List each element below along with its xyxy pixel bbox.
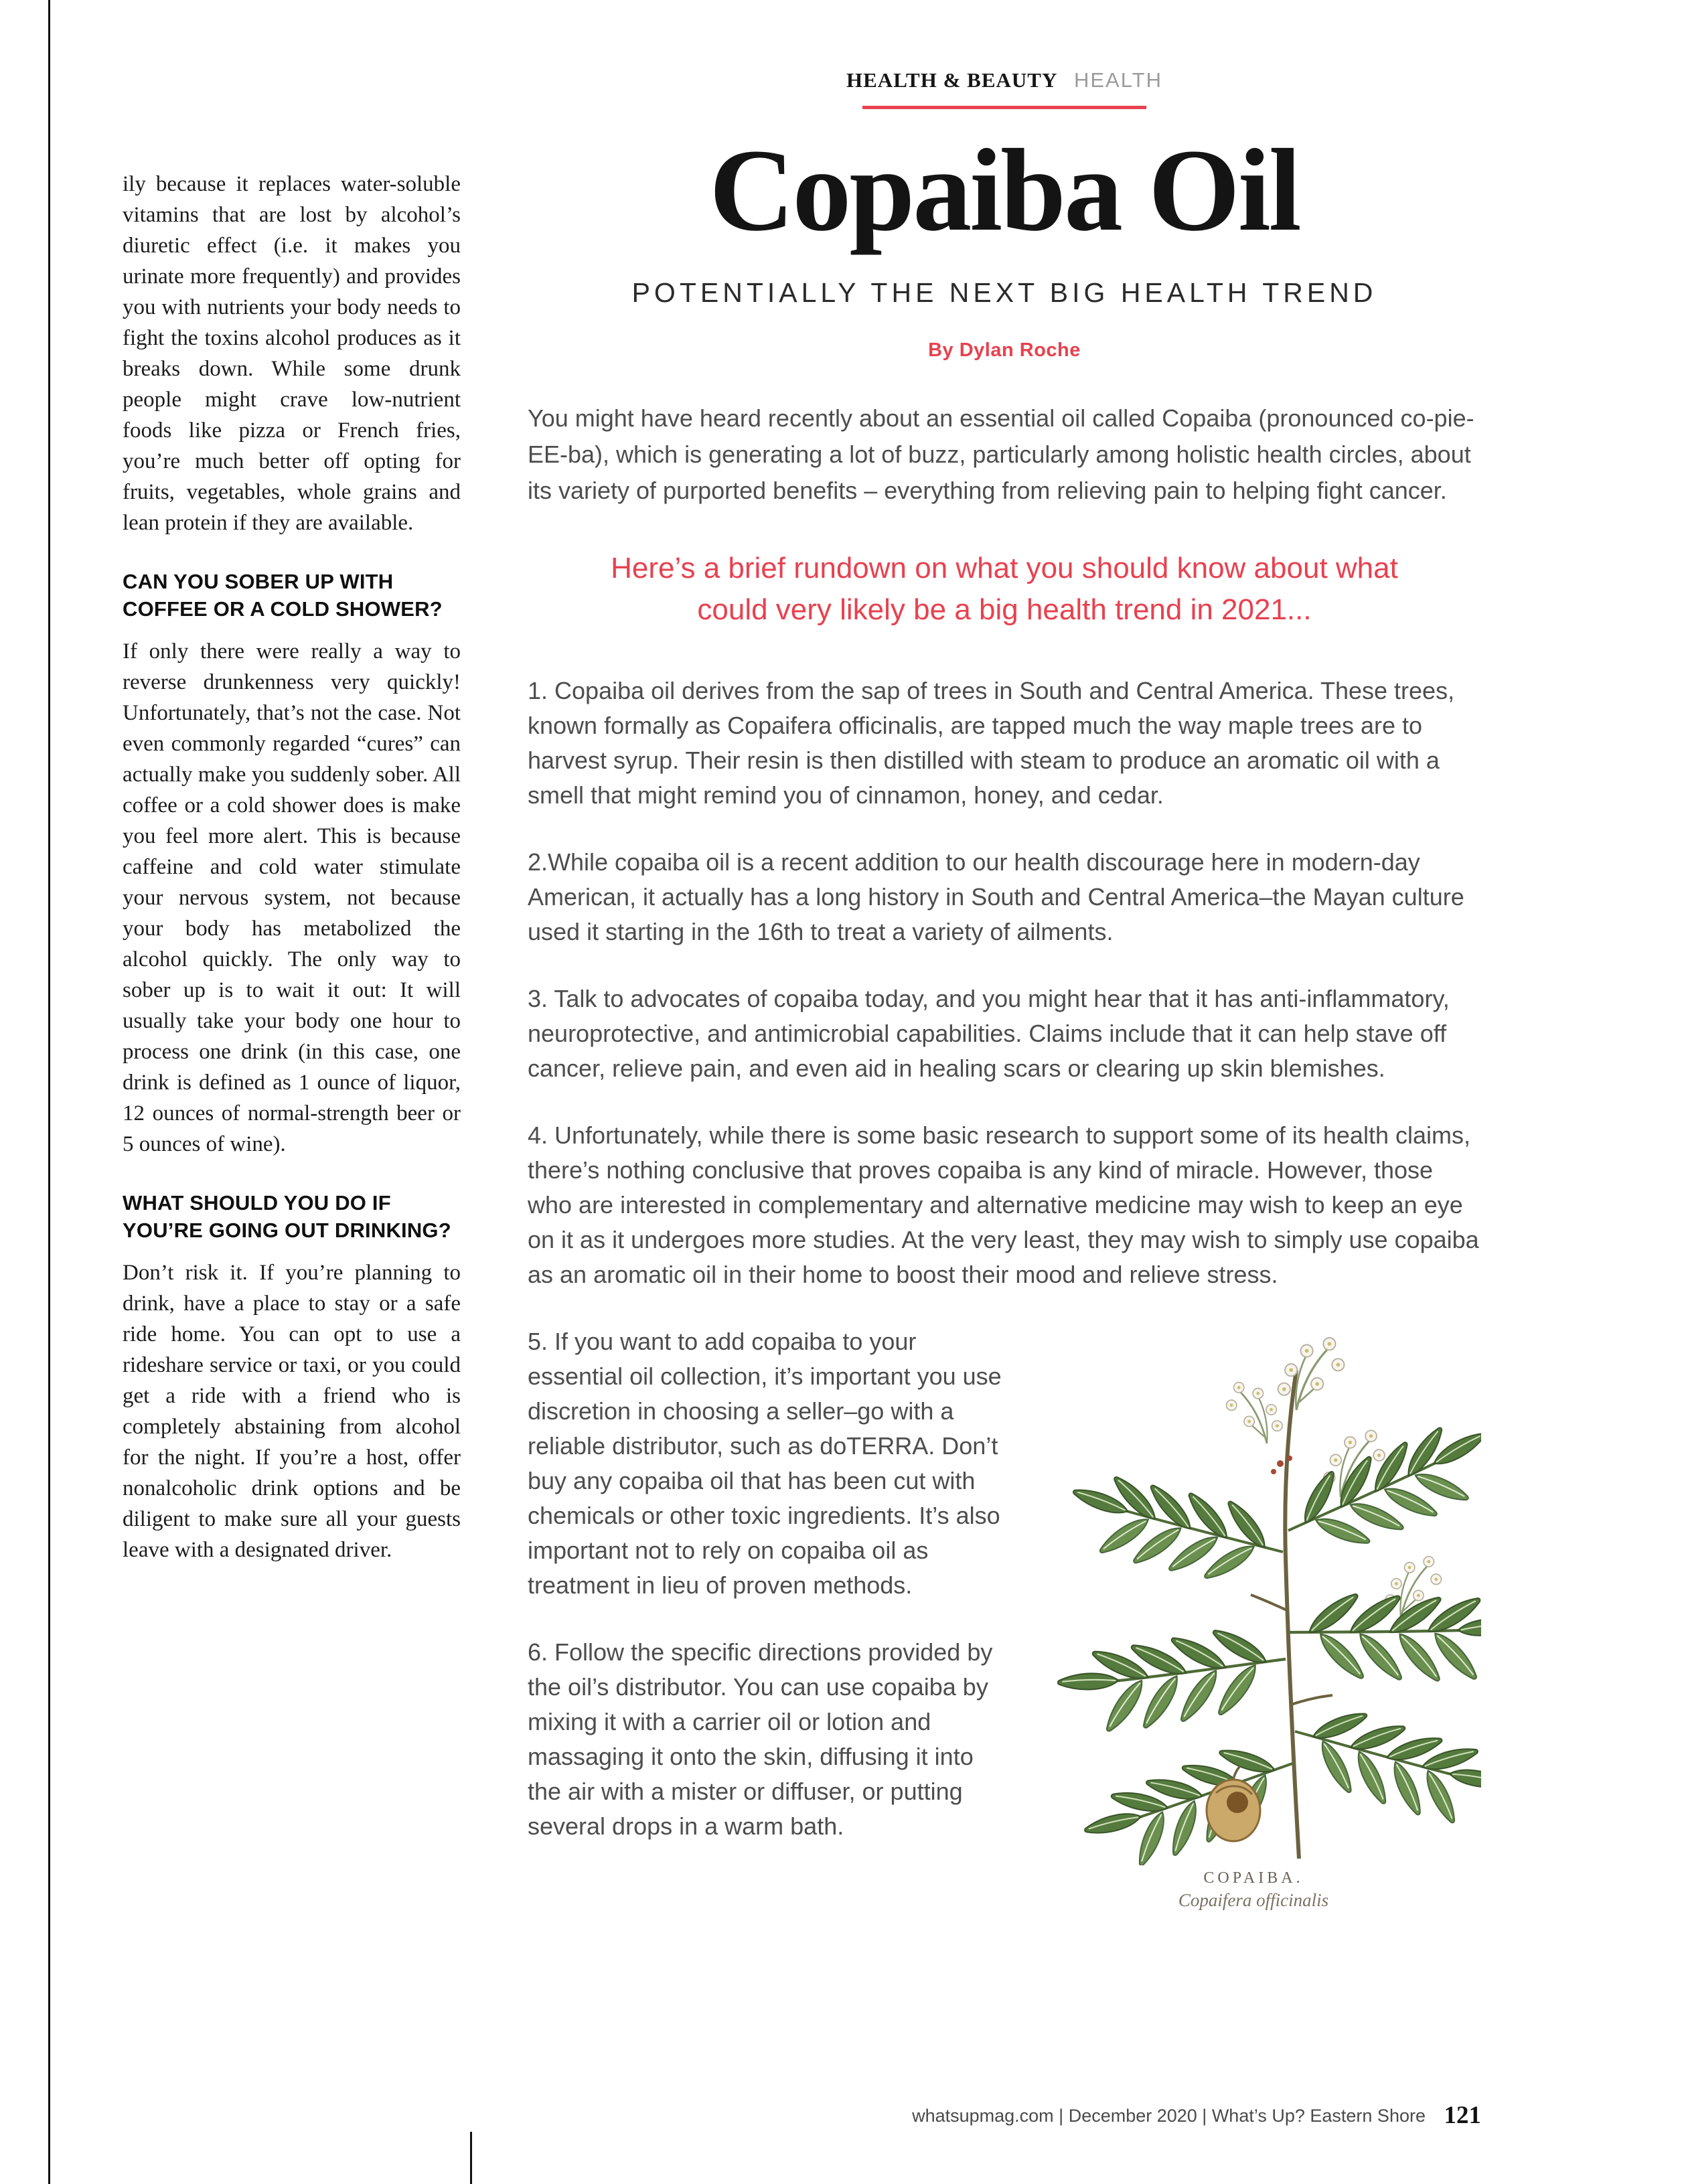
botanical-figure <box>1026 1330 1481 1911</box>
intro-paragraph: You might have heard recently about an essential oil called Copaiba (pronounced co-pie-EE-ba), which is generating a lot of buzz, particularly among holistic health circles, about its variety of purported benefits – everything from relieving pain to helping fight cancer. <box>528 404 1474 504</box>
figure-caption-species: Copaifera officinalis <box>1178 1889 1329 1910</box>
main-article-column <box>528 68 1481 1915</box>
page-footer <box>528 2101 1481 2130</box>
sidebar-heading-going-out: WHAT SHOULD YOU DO IF YOU’RE GOING OUT DRINKING? <box>123 1191 451 1242</box>
sidebar-body-sober-up: If only there were really a way to reverse drunkenness very quickly! Unfortunately, that’s not the case. Not even commonly regarded “cures” can actually make you suddenly sober. All coffee or a cold shower does is make you feel more alert. This is because caffeine and cold water stimulate your nervous system, not because your body has metabolized the alcohol quickly. The only way to sober up is to wait it out: It will usually take your body one hour to process one drink (in this case, one drink is defined as 1 ounce of liquor, 12 ounces of normal-strength beer or 5 ounces of wine). <box>123 639 461 1156</box>
red-divider <box>862 106 1146 109</box>
article-title: Copaiba Oil <box>709 125 1300 256</box>
figure-caption-title: COPAIBA. <box>1203 1869 1304 1887</box>
list-item-6: 6. Follow the specific directions provided by the oil’s distributor. You can use copaiba by mixing it with a carrier oil or lotion and massaging it onto the skin, diffusing it into the air with a mister or diffuser, or putting several drops in a warm bath. <box>528 1638 993 1840</box>
page-number: 121 <box>1444 2102 1481 2129</box>
list-item-4: 4. Unfortunately, while there is some basic research to support some of its health claims, there’s nothing conclusive that proves copaiba is any kind of miracle. However, those who are interested in complementary and alternative medicine may wish to keep an eye on it as it undergoes more studies. At the very least, they may wish to simply use copaiba as an aromatic oil in their home to boost their mood and relieve stress. <box>528 1121 1479 1288</box>
left-margin-rule <box>48 0 50 2184</box>
list-item-3: 3. Talk to advocates of copaiba today, and you might hear that it has anti-inflammatory, neuroprotective, and antimicrobial capabilities. Claims include that it can help stave off cancer, relieve pain, and even aid in healing scars or clearing up skin blemishes. <box>528 984 1450 1082</box>
list-item-2: 2.While copaiba oil is a recent addition to our health discourage here in modern-day American, it actually has a long history in South and Central America–the Mayan culture used it starting in the 16th to treat a variety of ailments. <box>528 848 1464 945</box>
copaiba-plant-illustration <box>1026 1330 1481 1865</box>
list-item-5: 5. If you want to add copaiba to your essential oil collection, it’s important you use discretion in choosing a seller–go with a reliable distributor, such as doTERRA. Don’t buy any copaiba oil that has been cut with chemicals or other toxic ingredients. It’s also important not to rely on copaiba oil as treatment in lieu of proven methods. <box>528 1327 1002 1599</box>
kicker-subsection-name: HEALTH <box>1073 68 1162 92</box>
list-item-1: 1. Copaiba oil derives from the sap of trees in South and Central America. These trees, known formally as Copaifera officinalis, are tapped much the way maple trees are to harvest syrup. Their resin is then distilled with steam to produce an aromatic oil with a smell that might remind you of cinnamon, honey, and cedar. <box>528 676 1455 809</box>
sidebar-body-going-out: Don’t risk it. If you’re planning to drink, have a place to stay or a safe ride home. You can opt to use a rideshare service or taxi, or you could get a ride with a friend who is completely abstaining from alcohol for the night. If you’re a host, offer nonalcoholic drink options and be diligent to make sure all your guests leave with a designated driver. <box>123 1261 461 1562</box>
section-kicker <box>528 68 1481 92</box>
article-subtitle: POTENTIALLY THE NEXT BIG HEALTH TREND <box>631 277 1377 308</box>
kicker-section-name: HEALTH & BEAUTY <box>846 68 1058 92</box>
continuation-paragraph: ily because it replaces water-soluble vitamins that are lost by alcohol’s diuretic effect (i.e. it makes you urinate more frequently) and provides you with nutrients your body needs to fight the toxins alcohol produces as it breaks down. While some drunk people might crave low-nutrient foods like pizza or French fries, you’re much better off opting for fruits, vegetables, whole grains and lean protein if they are available. <box>123 172 461 535</box>
red-lead-paragraph: Here’s a brief rundown on what you should know about what could very likely be a big health trend in 2021... <box>611 551 1398 626</box>
article-byline: By Dylan Roche <box>928 339 1081 361</box>
bottom-margin-rule <box>470 2132 472 2184</box>
sidebar-heading-sober-up: CAN YOU SOBER UP WITH COFFEE OR A COLD SHOWER? <box>123 570 443 621</box>
footer-info: whatsupmag.com | December 2020 | What’s Up? Eastern Shore <box>912 2106 1426 2126</box>
sidebar-continuation-column <box>123 169 461 1565</box>
